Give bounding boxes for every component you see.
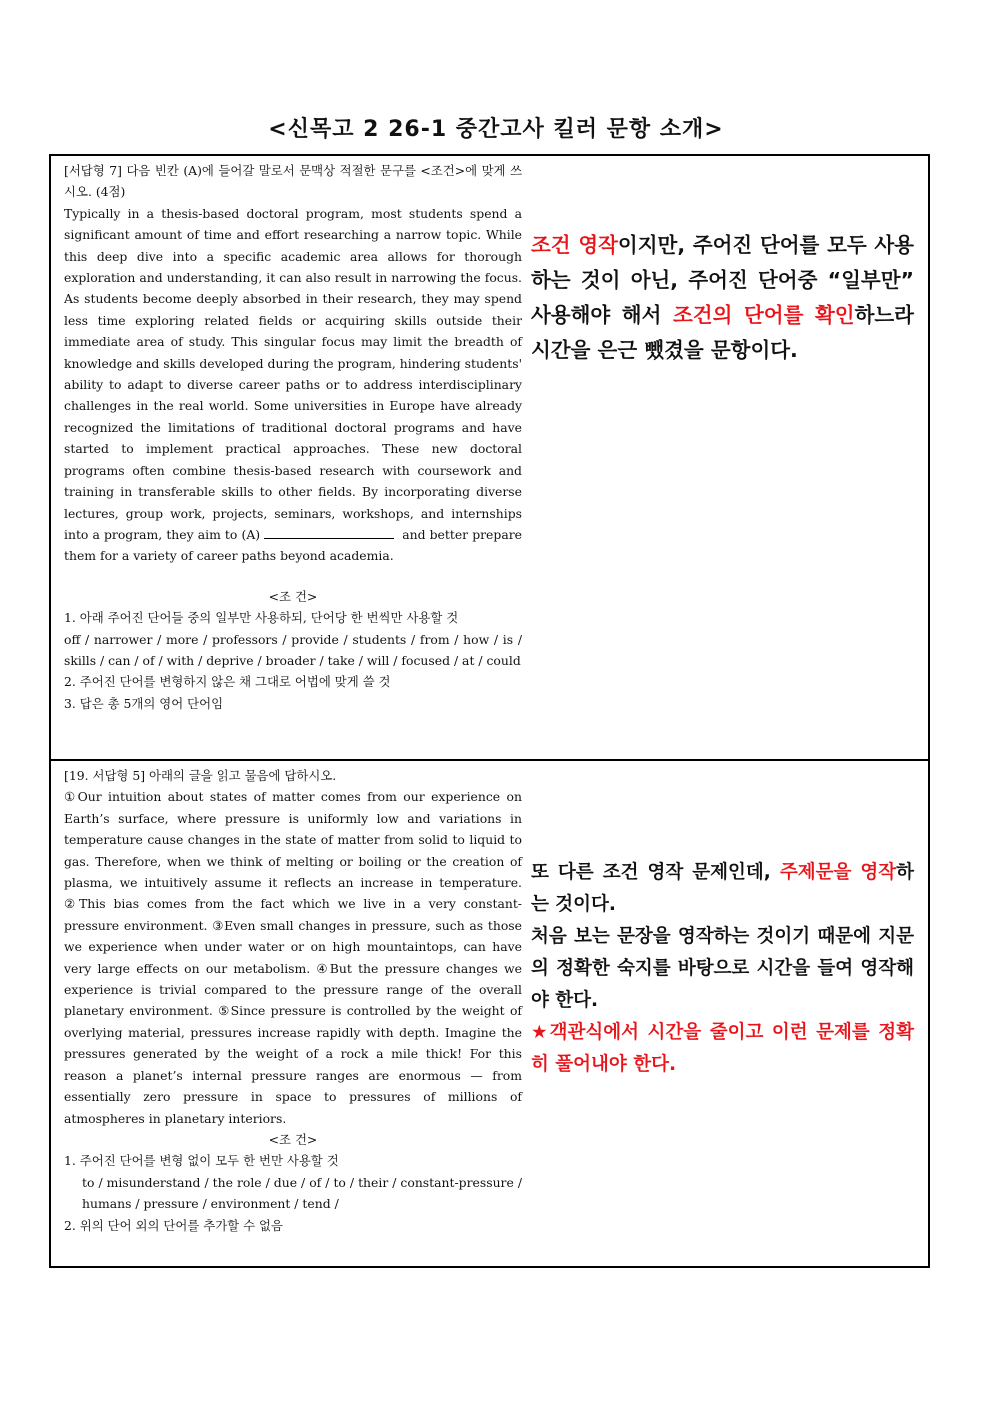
highlight-text: 주제문을 영작	[779, 862, 897, 883]
condition-3: 3. 답은 총 5개의 영어 단어임	[64, 695, 224, 711]
conditions-title: <조 건>	[268, 588, 318, 604]
comment-2	[531, 857, 914, 1081]
question-2-passage: ①Our intuition about states of matter comes from our experience on Earth’s surface, where pressure is uniformly low and variations in temperature cause changes in the state of matter from solid to liquid to gas. Therefore, when we think of melting or boiling or the creation of plasma, we intuitively assume it reflects an increase in temperature. ②This bias comes from the fact which we live in a very constant-pressure environment. ③Even small changes in pressure, such as those we experience when under water or on high mountaintops, can have very large effects on our metabolism. ④But the pressure changes we experience is trivial compared to the pressure range of the overall planetary environment. ⑤Since pressure is controlled by the weight of overlying material, pressures increase rapidly with depth. Imagine the pressures generated by the weight of a rock a mile thick! For this reason a planet’s internal pressure ranges are enormous — from essentially zero pressure in space to pressures of millions of atmospheres in planetary interiors.	[64, 789, 522, 1126]
page-title: <신목고 2 26-1 중간고사 킬러 문항 소개>	[268, 117, 724, 142]
highlight-text: 조건의 단어를 확인	[672, 303, 855, 327]
question-1-passage	[64, 203, 522, 567]
conditions-title: <조 건>	[268, 1131, 318, 1147]
passage-text: and better prepare them for a variety of career paths beyond academia.	[64, 526, 522, 564]
comment-text: 하는 것이다.	[531, 862, 914, 915]
question-2-header: [19. 서답형 5] 아래의 글을 읽고 물음에 답하시오.	[64, 768, 337, 783]
word-list: to / misunderstand / the role / due / of / to / their / constant-pressure / humans / pressure / environment / tend /	[82, 1174, 522, 1212]
question-1-header: [서답형 7] 다음 빈칸 (A)에 들어갈 말로서 문맥상 적절한 문구를 <조건>에 맞게 쓰시오. (4점)	[64, 163, 522, 200]
passage-text: Typically in a thesis-based doctoral program, most students spend a significant amount of time and effort researching a narrow topic. While this deep dive into a specific academic area allows for thorough exploration and understanding, it can also result in narrowing the focus. As students become deeply absorbed in their research, they may spend less time exploring related fields or acquiring skills outside their immediate area of study. This singular focus may limit the breadth of knowledge and skills developed during the program, hindering students' ability to adapt to diverse career paths or to address interdisciplinary challenges in the real world. Some universities in Europe have already recognized the limitations of traditional doctoral programs and have started to implement practical approaches. These new doctoral programs often combine thesis-based research with coursework and training in transferable skills to other fields. By incorporating diverse lectures, group work, projects, seminars, workshops, and internships into a program, they aim to	[64, 205, 522, 542]
comment-tip: ★객관식에서 시간을 줄이고 이런 문제를 정확히 풀어내야 한다.	[531, 1022, 914, 1075]
comment-text: 이지만, 주어진 단어를 모두 사용하는 것이 아닌, 주어진 단어중 “일부만” 사용해야 해서	[531, 233, 914, 327]
question-row-2	[51, 761, 928, 1266]
word-list: off / narrower / more / professors / provide / students / from / how / is / skills / can / of / with / deprive / broader / take / will / focused / at / could	[64, 631, 522, 668]
highlight-text: 조건 영작	[531, 233, 618, 257]
comment-1	[531, 228, 914, 368]
comment-paragraph	[531, 857, 914, 921]
condition-1: 1. 주어진 단어를 변형 없이 모두 한 번만 사용할 것	[64, 1153, 339, 1169]
blank-label: (A)	[241, 526, 261, 542]
question-1	[64, 160, 522, 714]
question-row-1	[51, 156, 928, 761]
condition-1: 1. 아래 주어진 단어들 중의 일부만 사용하되, 단어당 한 번씩만 사용할 것	[64, 610, 459, 626]
condition-2: 2. 위의 단어 외의 단어를 추가할 수 없음	[64, 1217, 283, 1233]
content-table	[49, 154, 930, 1268]
answer-blank	[264, 526, 394, 539]
comment-text: 또 다른 조건 영작 문제인데,	[531, 862, 780, 883]
question-2	[64, 765, 522, 1236]
condition-2: 2. 주어진 단어를 변형하지 않은 채 그대로 어법에 맞게 쓸 것	[64, 674, 391, 690]
comment-paragraph: 처음 보는 문장을 영작하는 것이기 때문에 지문의 정확한 숙지를 바탕으로 시간을 들여 영작해야 한다.	[531, 926, 914, 1011]
comment-text: 하느라 시간을 은근 뺐겼을 문항이다.	[531, 303, 914, 362]
